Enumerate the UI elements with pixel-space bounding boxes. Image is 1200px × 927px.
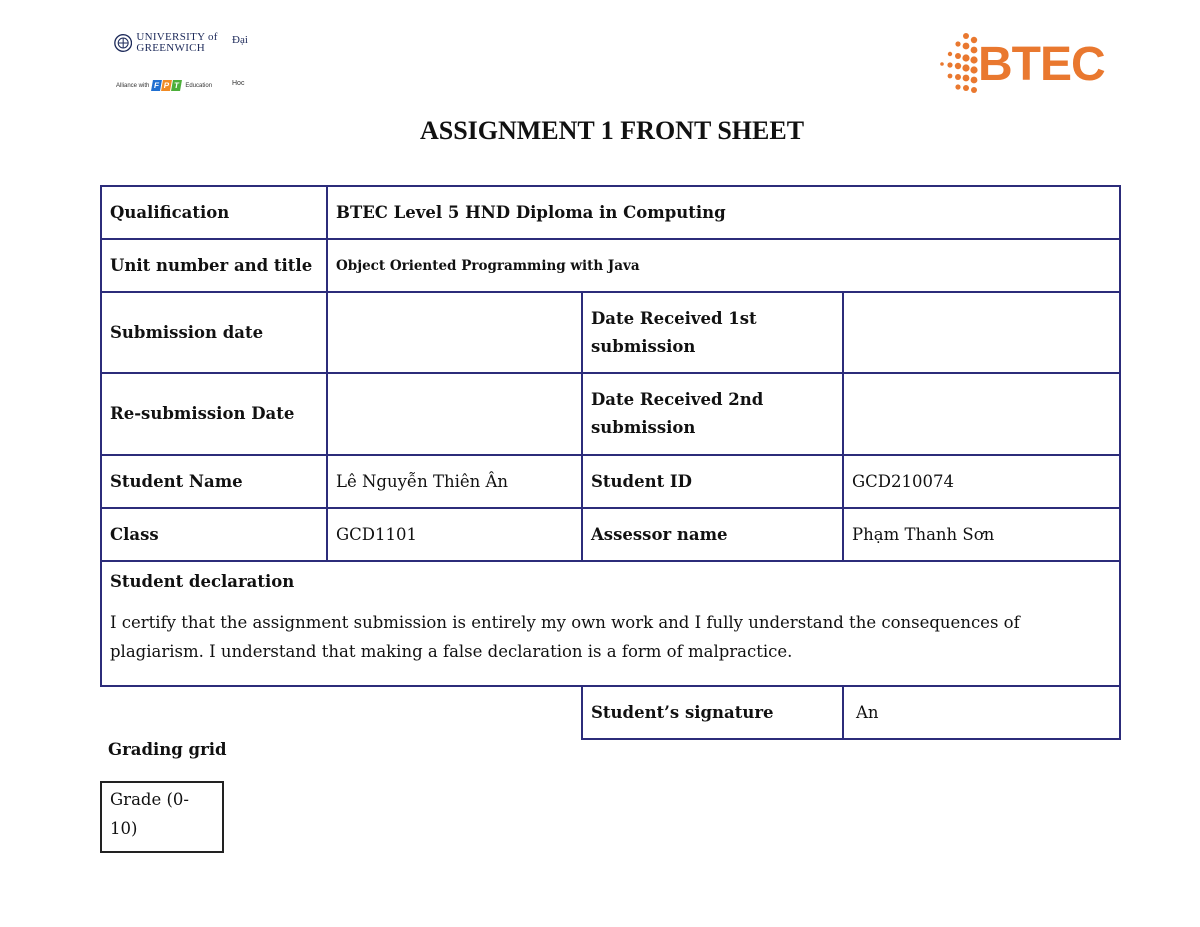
class-row [101, 508, 1120, 561]
class-label: Class [101, 508, 327, 561]
resubmission-date-field[interactable] [327, 373, 582, 455]
student-name-value: Lê Nguyễn Thiên Ân [327, 455, 582, 508]
alliance-side-text: Hoc [232, 80, 245, 87]
date-received-2-field[interactable] [843, 373, 1120, 455]
greenwich-fpt-logo [114, 30, 264, 98]
declaration-text: I certify that the assignment submission is entirely my own work and I fully understand the consequences of plagiarism. I understand that making a false declaration is a form of malpractice. [110, 613, 1020, 661]
btec-dots-icon [936, 30, 980, 96]
signature-value[interactable]: An [843, 686, 1120, 739]
signature-label: Student’s signature [582, 686, 843, 739]
btec-logo [936, 30, 1122, 96]
front-sheet-table [100, 185, 1121, 740]
greenwich-crest-icon [114, 32, 132, 54]
page-title: ASSIGNMENT 1 FRONT SHEET [419, 116, 805, 145]
qualification-label: Qualification [101, 186, 327, 239]
signature-spacer [101, 686, 582, 739]
unit-label: Unit number and title [101, 239, 327, 292]
declaration-cell [101, 561, 1120, 686]
fpt-alliance [116, 80, 212, 91]
btec-wordmark: BTEC [978, 38, 1105, 91]
submission-date-field[interactable] [327, 292, 582, 373]
greenwich-side-text: Đại [232, 34, 248, 46]
date-received-1-field[interactable] [843, 292, 1120, 373]
greenwich-wordmark: UNIVERSITY of GREENWICH [136, 31, 218, 54]
student-id-value: GCD210074 [843, 455, 1120, 508]
resubmission-date-label: Re-submission Date [101, 373, 327, 455]
assessor-name-value: Phạm Thanh Sơn [843, 508, 1120, 561]
fpt-letter-t: T [171, 80, 182, 91]
grade-box[interactable] [100, 781, 224, 853]
declaration-row [101, 561, 1120, 686]
alliance-text: Alliance with [116, 82, 150, 89]
student-row [101, 455, 1120, 508]
qualification-value: BTEC Level 5 HND Diploma in Computing [327, 186, 1120, 239]
class-value: GCD1101 [327, 508, 582, 561]
grading-grid-title: Grading grid [108, 740, 227, 759]
unit-value: Object Oriented Programming with Java [327, 239, 1120, 292]
declaration-title: Student declaration [110, 572, 295, 591]
fpt-letter-f: F [151, 80, 162, 91]
fpt-letter-p: P [161, 80, 172, 91]
student-name-label: Student Name [101, 455, 327, 508]
student-id-label: Student ID [582, 455, 843, 508]
unit-row [101, 239, 1120, 292]
date-received-1-label: Date Received 1st submission [582, 292, 843, 373]
education-text: Education [185, 82, 213, 89]
signature-row [101, 686, 1120, 739]
qualification-row [101, 186, 1120, 239]
assessor-name-label: Assessor name [582, 508, 843, 561]
fpt-logo [152, 80, 182, 91]
submission-row [101, 292, 1120, 373]
grade-label: Grade (0-10) [110, 790, 189, 838]
submission-date-label: Submission date [101, 292, 327, 373]
date-received-2-label: Date Received 2nd submission [582, 373, 843, 455]
resubmission-row [101, 373, 1120, 455]
